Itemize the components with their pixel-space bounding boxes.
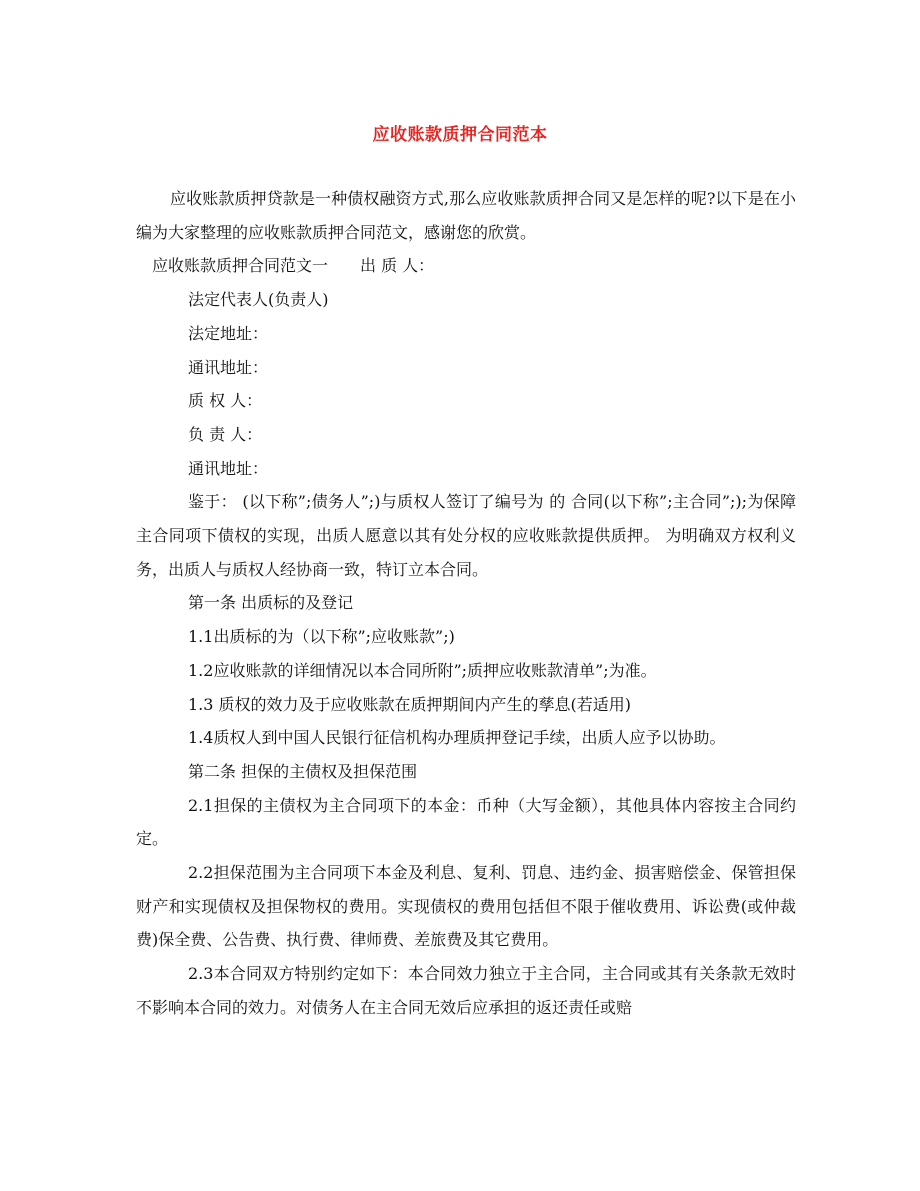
field-person-in-charge: 负 责 人：: [188, 424, 263, 444]
clause-1-1: 1.1出质标的为（以下称”;应收账款”;): [188, 627, 455, 647]
article-2-title: 第二条 担保的主债权及担保范围: [188, 761, 418, 781]
clause-2-3: 2.3本合同双方特别约定如下：本合同效力独立于主合同，主合同或其有关条款无效时不影响本合同的效力。对债务人在主合同无效后应承担的返还责任或赔: [136, 964, 796, 1017]
sample-heading: 应收账款质押合同范文一 出 质 人：: [152, 256, 435, 276]
clause-1-3: 1.3 质权的效力及于应收账款在质押期间内产生的孳息(若适用): [188, 694, 632, 714]
recital-paragraph: 鉴于： (以下称”;债务人”;)与质权人签订了编号为 的 合同(以下称”;主合同”;);为保障主合同项下债权的实现，出质人愿意以其有处分权的应收账款提供质押。 为明确双方权利义务，出质人与质权人经协商一致，特订立本合同。: [136, 492, 796, 579]
clause-1-4: 1.4质权人到中国人民银行征信机构办理质押登记手续，出质人应予以协助。: [188, 728, 726, 748]
clause-2-1: 2.1担保的主债权为主合同项下的本金：币种（大写金额），其他具体内容按主合同约定。: [136, 795, 796, 849]
field-pledgee-mailing-address: 通讯地址：: [188, 458, 269, 478]
field-pledgee: 质 权 人：: [188, 391, 263, 411]
field-legal-address: 法定地址：: [188, 323, 269, 343]
document-body: [136, 182, 796, 1025]
field-mailing-address: 通讯地址：: [188, 357, 269, 377]
clause-1-2: 1.2应收账款的详细情况以本合同所附”;质押应收账款清单”;为准。: [188, 660, 657, 680]
article-1-title: 第一条 出质标的及登记: [188, 593, 354, 613]
field-legal-representative: 法定代表人(负责人): [188, 290, 329, 310]
document-title: 应收账款质押合同范本: [372, 125, 548, 145]
clause-2-2: 2.2担保范围为主合同项下本金及利息、复利、罚息、违约金、损害赔偿金、保管担保财产和实现债权及担保物权的费用。实现债权的费用包括但不限于催收费用、诉讼费(或仲裁费)保全费、公告费、执行费、律师费、差旅费及其它费用。: [136, 863, 796, 950]
intro-paragraph: 应收账款质押贷款是一种债权融资方式,那么应收账款质押合同又是怎样的呢?以下是在小编为大家整理的应收账款质押合同范文，感谢您的欣赏。: [136, 189, 796, 242]
